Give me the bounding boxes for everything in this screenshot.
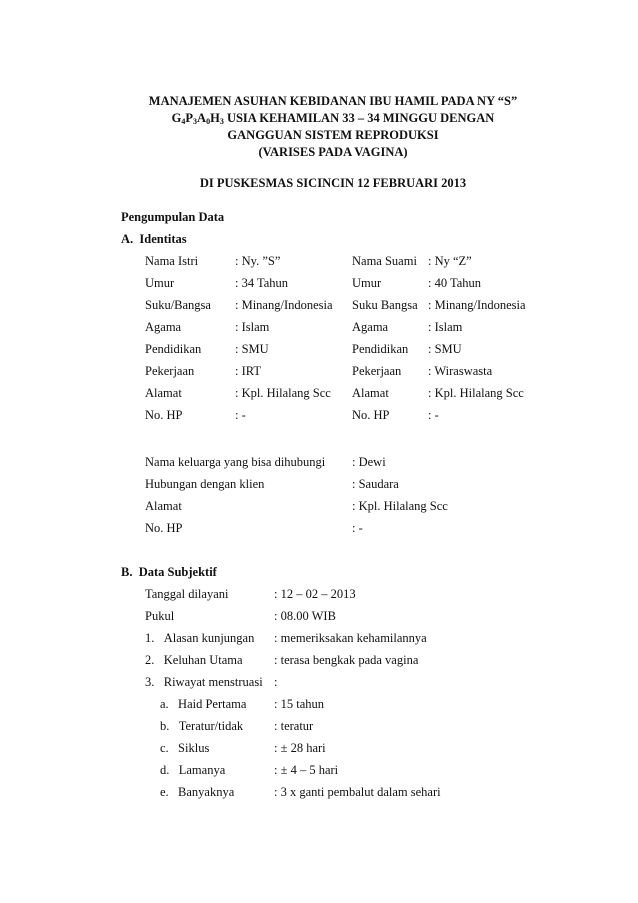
identitas-value: : Minang/Indonesia bbox=[235, 298, 333, 312]
document-title-line-1: MANAJEMEN ASUHAN KEBIDANAN IBU HAMIL PADA NY “S” bbox=[148, 94, 518, 108]
subjektif-heading: B. Data Subjektif bbox=[121, 565, 217, 579]
menstruasi-value: : 15 tahun bbox=[274, 697, 324, 711]
title-text: USIA KEHAMILAN 33 – 34 MINGGU DENGAN bbox=[223, 111, 495, 125]
family-label: No. HP bbox=[145, 521, 183, 535]
subjektif-label: 3. Riwayat menstruasi bbox=[145, 675, 263, 689]
identitas-label: No. HP bbox=[145, 408, 183, 422]
family-label: Alamat bbox=[145, 499, 182, 513]
menstruasi-label: b. Teratur/tidak bbox=[160, 719, 244, 733]
identitas-label: Suku/Bangsa bbox=[145, 298, 211, 312]
menstruasi-label: a. Haid Pertama bbox=[160, 697, 247, 711]
title-text: P bbox=[185, 111, 194, 125]
identitas-label: Umur bbox=[145, 276, 175, 290]
title-subscript: 3 bbox=[219, 117, 224, 126]
subjektif-value: : 12 – 02 – 2013 bbox=[274, 587, 356, 601]
identitas-value: : SMU bbox=[428, 342, 462, 356]
identitas-label: Nama Suami bbox=[352, 254, 417, 268]
family-value: : - bbox=[352, 521, 363, 535]
identitas-label: Pekerjaan bbox=[145, 364, 195, 378]
identitas-label: Agama bbox=[145, 320, 182, 334]
family-value: : Kpl. Hilalang Scc bbox=[352, 499, 448, 513]
subjektif-value: : 08.00 WIB bbox=[274, 609, 336, 623]
title-subscript: 3 bbox=[193, 117, 198, 126]
identitas-label: Pendidikan bbox=[352, 342, 409, 356]
identitas-value: : Wiraswasta bbox=[428, 364, 493, 378]
family-label: Hubungan dengan klien bbox=[145, 477, 265, 491]
identitas-value: : IRT bbox=[235, 364, 261, 378]
identitas-value: : Minang/Indonesia bbox=[428, 298, 526, 312]
subjektif-label: Tanggal dilayani bbox=[145, 587, 229, 601]
menstruasi-value: : 3 x ganti pembalut dalam sehari bbox=[274, 785, 441, 799]
identitas-value: : Kpl. Hilalang Scc bbox=[235, 386, 331, 400]
document-title-line-4: (VARISES PADA VAGINA) bbox=[258, 145, 408, 159]
subjektif-label: 1. Alasan kunjungan bbox=[145, 631, 255, 645]
document-title-line-3: GANGGUAN SISTEM REPRODUKSI bbox=[227, 128, 439, 142]
identitas-value: : 34 Tahun bbox=[235, 276, 289, 290]
title-text: G bbox=[171, 111, 182, 125]
identitas-value: : Ny “Z” bbox=[428, 254, 472, 268]
identitas-value: : - bbox=[235, 408, 246, 422]
identitas-label: Agama bbox=[352, 320, 389, 334]
identitas-label: Pekerjaan bbox=[352, 364, 402, 378]
menstruasi-label: d. Lamanya bbox=[160, 763, 226, 777]
menstruasi-value: : teratur bbox=[274, 719, 314, 733]
family-value: : Dewi bbox=[352, 455, 386, 469]
identitas-value: : Islam bbox=[428, 320, 463, 334]
subjektif-value: : memeriksakan kehamilannya bbox=[274, 631, 427, 645]
identitas-value: : Kpl. Hilalang Scc bbox=[428, 386, 524, 400]
title-text: A bbox=[197, 111, 207, 125]
subjektif-label: 2. Keluhan Utama bbox=[145, 653, 243, 667]
family-label: Nama keluarga yang bisa dihubungi bbox=[145, 455, 326, 469]
title-subscript: 4 bbox=[181, 117, 186, 126]
identitas-value: : SMU bbox=[235, 342, 269, 356]
subjektif-value: : bbox=[274, 675, 278, 689]
identitas-value: : Ny. ”S” bbox=[235, 254, 281, 268]
family-value: : Saudara bbox=[352, 477, 399, 491]
menstruasi-label: e. Banyaknya bbox=[160, 785, 235, 799]
menstruasi-value: : ± 28 hari bbox=[274, 741, 326, 755]
title-text: H bbox=[210, 111, 220, 125]
identitas-value: : Islam bbox=[235, 320, 270, 334]
identitas-label: Suku Bangsa bbox=[352, 298, 418, 312]
document-title-line-2 bbox=[100, 111, 566, 125]
identitas-value: : - bbox=[428, 408, 439, 422]
identitas-value: : 40 Tahun bbox=[428, 276, 482, 290]
identitas-label: No. HP bbox=[352, 408, 390, 422]
title-subscript: 0 bbox=[206, 117, 211, 126]
menstruasi-label: c. Siklus bbox=[160, 741, 210, 755]
identitas-label: Nama Istri bbox=[145, 254, 199, 268]
menstruasi-value: : ± 4 – 5 hari bbox=[274, 763, 339, 777]
section-heading: Pengumpulan Data bbox=[121, 210, 225, 224]
identitas-label: Alamat bbox=[145, 386, 182, 400]
identitas-label: Umur bbox=[352, 276, 382, 290]
subjektif-value: : terasa bengkak pada vagina bbox=[274, 653, 419, 667]
identitas-label: Alamat bbox=[352, 386, 389, 400]
identitas-label: Pendidikan bbox=[145, 342, 202, 356]
subjektif-label: Pukul bbox=[145, 609, 175, 623]
identitas-heading: A. Identitas bbox=[121, 232, 187, 246]
document-location-date: DI PUSKESMAS SICINCIN 12 FEBRUARI 2013 bbox=[199, 176, 467, 190]
